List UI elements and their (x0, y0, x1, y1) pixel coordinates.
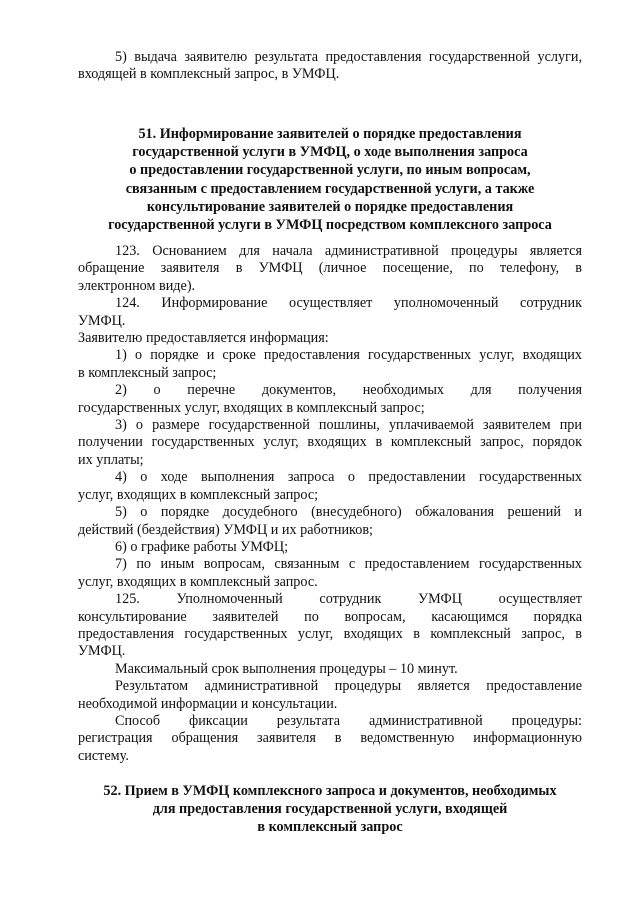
text-line: их уплаты; (78, 451, 144, 468)
heading-line: государственной услуги в УМФЦ, о ходе выполнения запроса (132, 144, 528, 161)
list-item: 4) о ходе выполнения запроса о предоставлении государственных (115, 469, 582, 486)
section-51-heading (70, 125, 590, 234)
text-line: государственных услуг, входящих в комплексный запрос; (78, 399, 425, 416)
text-line: Заявителю предоставляется информация: (78, 330, 329, 347)
text-line: УМФЦ. (78, 643, 126, 660)
heading-line: связанным с предоставлением государственной услуги, а также (125, 180, 535, 197)
text-line: Результатом административной процедуры является предоставление (115, 678, 582, 695)
text-line: 123. Основанием для начала административной процедуры является (115, 243, 582, 259)
list-item: 5) о порядке досудебного (внесудебного) обжалования решений и (115, 504, 582, 521)
top-paragraph (78, 49, 582, 84)
list-item: 2) о перечне документов, необходимых для получения (115, 382, 582, 399)
text-line: УМФЦ. (78, 312, 126, 329)
heading-line: 51. Информирование заявителей о порядке предоставления (138, 126, 522, 142)
text-line: получении государственных услуг, входящих в комплексный запрос, порядок (78, 434, 582, 451)
text-line: 125. Уполномоченный сотрудник УМФЦ осуществляет (115, 591, 582, 608)
list-item: 7) по иным вопросам, связанным с предоставлением государственных (115, 556, 582, 573)
text-line: регистрация обращения заявителя в ведомственную информационную (78, 730, 582, 747)
text-line: 5) выдача заявителю результата предоставления государственной услуги, (115, 49, 582, 65)
text-line: входящей в комплексный запрос, в УМФЦ. (78, 66, 340, 83)
text-line: Способ фиксации результата административной процедуры: (115, 712, 582, 729)
heading-line: для предоставления государственной услуги, входящей (152, 801, 508, 818)
list-item: 6) о графике работы УМФЦ; (115, 538, 289, 555)
heading-line: консультирование заявителей о порядке предоставления (146, 198, 514, 215)
text-line: необходимой информации и консультации. (78, 695, 338, 712)
text-line: услуг, входящих в комплексный запрос; (78, 486, 319, 503)
text-line: обращение заявителя в УМФЦ (личное посещение, по телефону, в (78, 260, 582, 277)
text-line: консультирование заявителей по вопросам, касающимся порядка (78, 608, 582, 625)
heading-line: государственной услуги в УМФЦ посредством комплексного запроса (108, 217, 552, 234)
heading-line: в комплексный запрос (257, 819, 403, 836)
text-line: 124. Информирование осуществляет уполномоченный сотрудник (115, 295, 582, 312)
text-line: электронном виде). (78, 277, 196, 294)
text-line: действий (бездействия) УМФЦ и их работников; (78, 521, 373, 538)
text-line: предоставления государственных услуг, входящих в комплексный запрос, в (78, 625, 582, 642)
text-line: Максимальный срок выполнения процедуры – 10 минут. (115, 660, 458, 677)
section-51-body (78, 243, 582, 765)
list-item: 1) о порядке и сроке предоставления государственных услуг, входящих (115, 347, 582, 364)
list-item: 3) о размере государственной пошлины, уплачиваемой заявителем при (115, 417, 582, 434)
section-52-heading (70, 782, 590, 837)
text-line: систему. (78, 747, 129, 764)
text-line: в комплексный запрос; (78, 364, 217, 381)
text-line: услуг, входящих в комплексный запрос. (78, 573, 318, 590)
heading-line: о предоставлении государственной услуги, по иным вопросам, (129, 162, 531, 179)
heading-line: 52. Прием в УМФЦ комплексного запроса и документов, необходимых (103, 783, 557, 799)
